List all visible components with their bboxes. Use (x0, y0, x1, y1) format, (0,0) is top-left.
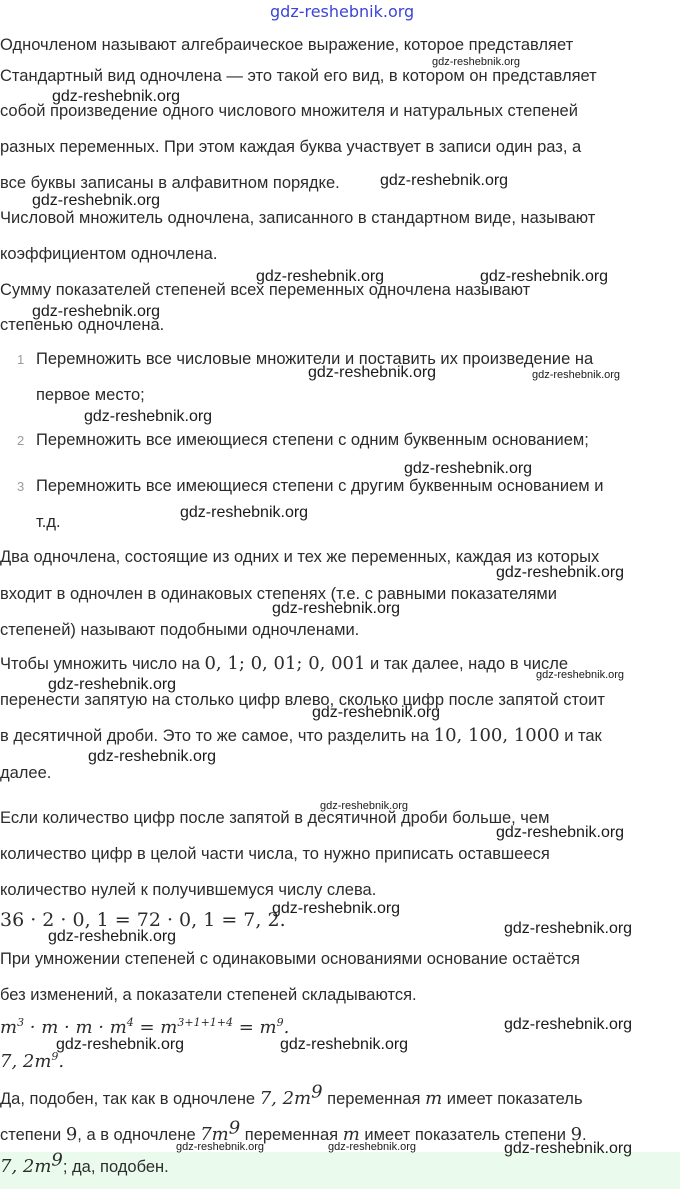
watermark: gdz-reshebnik.org (88, 748, 217, 765)
watermark: gdz-reshebnik.org (404, 460, 533, 477)
multiply-rule-line-4: далее. (0, 764, 52, 782)
answer-text: 7, $2m^9$; да, подобен. (0, 1149, 169, 1177)
watermark: gdz-reshebnik.org (496, 824, 625, 841)
watermark: gdz-reshebnik.org (536, 669, 625, 681)
degree-line-1: Сумму показателей степеней всех переменных одночлена называют (0, 281, 531, 299)
watermark: gdz-reshebnik.org (272, 900, 401, 917)
step-3-line-2: т.д. (36, 513, 61, 531)
coefficient-line-2: коэффициентом одночлена. (0, 245, 218, 263)
watermark: gdz-reshebnik.org (176, 1141, 265, 1153)
powers-rule-line-2: без изменений, а показатели степеней складываются. (0, 986, 417, 1004)
watermark: gdz-reshebnik.org (48, 676, 177, 693)
similarity-line-1: Да, подобен, так как в одночлене 7, $2m^9$ переменная m имеет показатель (0, 1081, 583, 1109)
degree-line-2: степенью одночлена. (0, 316, 165, 334)
standard-form-line-3: разных переменных. При этом каждая буква участвует в записи один раз, а (0, 138, 582, 156)
step-3-number: 3 (17, 479, 25, 494)
equation-product: 36 · 2 · 0, 1 = 72 · 0, 1 = 7, 2. (0, 909, 286, 931)
watermark: gdz-reshebnik.org (532, 369, 621, 381)
zeros-rule-line-1: Если количество цифр после запятой в десятичной дроби больше, чем (0, 809, 550, 827)
watermark: gdz-reshebnik.org (480, 268, 609, 285)
watermark: gdz-reshebnik.org (496, 564, 625, 581)
step-2-line-1: Перемножить все имеющиеся степени с одним буквенным основанием; (36, 431, 589, 449)
watermark: gdz-reshebnik.org (504, 920, 633, 937)
step-1-line-1: Перемножить все числовые множители и поставить их произведение на (36, 350, 594, 368)
similar-line-1: Два одночлена, состоящие из одних и тех же переменных, каждая из которых (0, 548, 600, 566)
watermark: gdz-reshebnik.org (84, 408, 213, 425)
step-2-number: 2 (17, 433, 25, 448)
watermark: gdz-reshebnik.org (32, 303, 161, 320)
similar-line-2: входит в одночлен в одинаковых степенях (т.е. с равными показателями (0, 585, 557, 603)
similarity-line-2: степени 9, а в одночлене $7m^9$ переменная m имеет показатель степени 9. (0, 1117, 587, 1145)
watermark: gdz-reshebnik.org (308, 364, 437, 381)
watermark: gdz-reshebnik.org (320, 800, 409, 812)
standard-form-line-1: Стандартный вид одночлена — это такой его вид, в котором он представляет (0, 67, 597, 85)
watermark: gdz-reshebnik.org (312, 704, 441, 721)
step-3-line-1: Перемножить все имеющиеся степени с другим буквенным основанием и (36, 477, 604, 495)
step-1-number: 1 (17, 352, 25, 367)
watermark: gdz-reshebnik.org (48, 928, 177, 945)
multiply-rule-line-1: Чтобы умножить число на 0, 1; 0, 01; 0, 001 и так далее, надо в числе (0, 653, 569, 674)
zeros-rule-line-3: количество нулей к получившемуся числу слева. (0, 881, 377, 899)
watermark: gdz-reshebnik.org (56, 1036, 185, 1053)
powers-of-ten-math: 10, 100, 1000 (433, 725, 560, 746)
similar-line-3: степеней) называют подобными одночленами. (0, 621, 360, 639)
watermark: gdz-reshebnik.org (32, 192, 161, 209)
watermark: gdz-reshebnik.org (272, 600, 401, 617)
watermark: gdz-reshebnik.org (280, 1036, 409, 1053)
standard-form-line-4: все буквы записаны в алфавитном порядке. (0, 174, 340, 192)
equation-result: 7, $2m^9$. (0, 1050, 65, 1072)
decimals-math: 0, 1; 0, 01; 0, 001 (204, 653, 366, 674)
watermark: gdz-reshebnik.org (180, 504, 309, 521)
watermark: gdz-reshebnik.org (52, 88, 181, 105)
watermark: gdz-reshebnik.org (432, 56, 521, 68)
watermark: gdz-reshebnik.org (504, 1140, 633, 1157)
zeros-rule-line-2: количество цифр в целой части числа, то нужно приписать оставшееся (0, 845, 550, 863)
definition-monomial: Одночленом называют алгебраическое выражение, которое представляет (0, 36, 574, 54)
powers-rule-line-1: При умножении степеней с одинаковыми основаниями основание остаётся (0, 950, 580, 968)
equation-powers: $m^3 \cdot m \cdot m \cdot m^4 = m^{3+1+1+4} = m^9$. (0, 1016, 290, 1038)
watermark: gdz-reshebnik.org (256, 268, 385, 285)
coefficient-line-1: Числовой множитель одночлена, записанного в стандартном виде, называют (0, 209, 596, 227)
multiply-rule-line-2: перенести запятую на столько цифр влево, сколько цифр после запятой стоит (0, 691, 605, 709)
watermark: gdz-reshebnik.org (328, 1141, 417, 1153)
multiply-rule-line-3: в десятичной дроби. Это то же самое, что разделить на 10, 100, 1000 и так (0, 725, 602, 746)
standard-form-line-2: собой произведение одного числового множителя и натуральных степеней (0, 102, 578, 120)
watermark: gdz-reshebnik.org (380, 172, 509, 189)
site-header-link[interactable]: gdz-reshebnik.org (270, 2, 415, 21)
step-1-line-2: первое место; (36, 386, 145, 404)
watermark: gdz-reshebnik.org (504, 1016, 633, 1033)
